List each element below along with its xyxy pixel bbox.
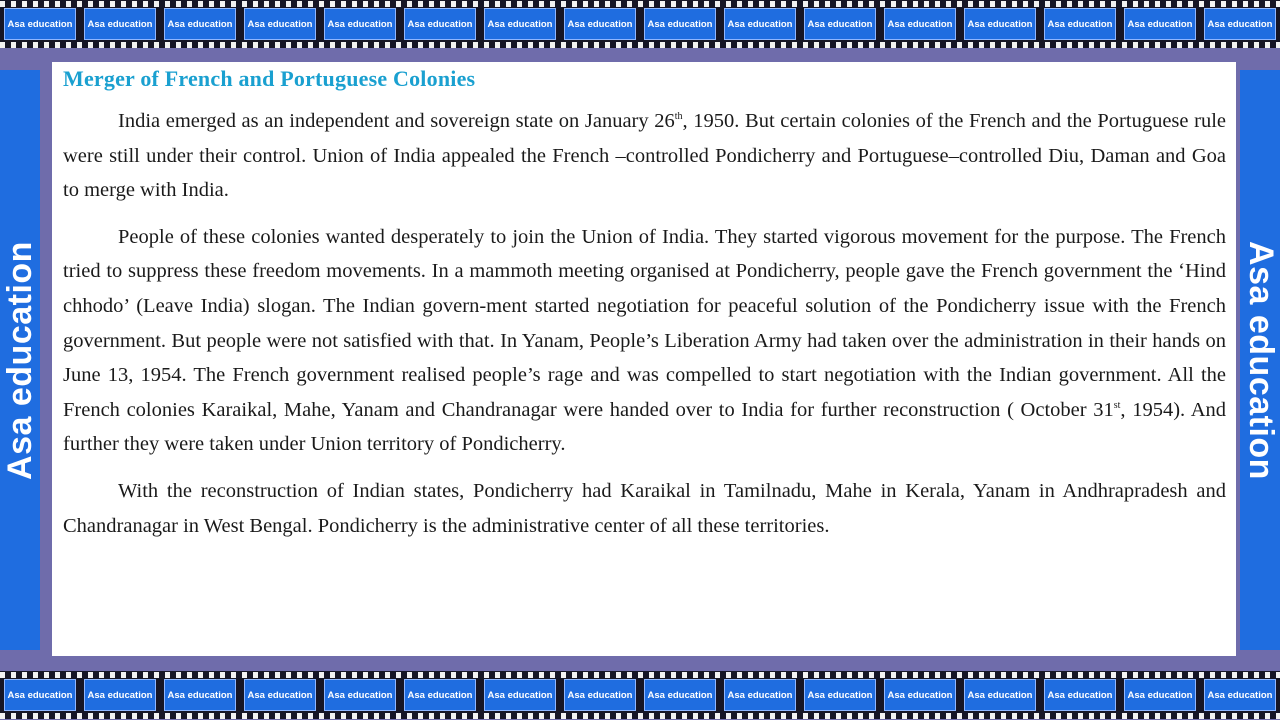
watermark-tile: Asa education	[724, 679, 796, 711]
watermark-tile: Asa education	[1044, 679, 1116, 711]
watermark-tile: Asa education	[1204, 679, 1276, 711]
top-film-strip	[0, 0, 1280, 48]
paragraph-2-text-a: People of these colonies wanted desperately to join the Union of India. They started vigorous movement for the purpose. The French tried to suppress these freedom movements. In a mammoth meeting organised at Pondicherry, people gave the French government the ‘Hind chhodo’ (Leave India) slogan. The Indian govern-ment started negotiation for peaceful solution of the Pondicherry issue with the French government. But people were not satisfied with that. In Yanam, People’s Liberation Army had taken over the administration in their hands on June 13, 1954. The French government realised people’s rage and was compelled to start negotiation with the Indian government. All the French colonies Karaikal, Mahe, Yanam and Chandranagar were handed over to India for further reconstruction ( October 31	[63, 225, 1226, 421]
watermark-tile: Asa education	[724, 8, 796, 40]
watermark-tile: Asa education	[1124, 8, 1196, 40]
watermark-tile: Asa education	[244, 679, 316, 711]
watermark-tile: Asa education	[564, 679, 636, 711]
watermark-tile: Asa education	[4, 679, 76, 711]
watermark-tile: Asa education	[484, 679, 556, 711]
paragraph-3: With the reconstruction of Indian states, Pondicherry had Karaikal in Tamilnadu, Mahe in Kerala, Yanam in Andhrapradesh and Chandranagar in West Bengal. Pondicherry is the administrative center of all these territories.	[63, 479, 1226, 537]
film-perforations	[0, 42, 1280, 48]
left-watermark-band	[0, 70, 40, 650]
document-page	[52, 62, 1236, 656]
watermark-tile: Asa education	[1124, 679, 1196, 711]
paragraph-1	[63, 104, 1226, 208]
left-watermark-text: Asa education	[0, 240, 39, 480]
watermark-tile: Asa education	[964, 679, 1036, 711]
watermark-tile: Asa education	[404, 679, 476, 711]
watermark-tile: Asa education	[484, 8, 556, 40]
paragraph-2-text-b: , 1954). And further they were taken under Union territory of Pondicherry.	[63, 398, 1226, 456]
right-watermark-band	[1240, 70, 1280, 650]
watermark-tiles-bottom	[0, 679, 1280, 711]
watermark-tile: Asa education	[1044, 8, 1116, 40]
watermark-tile: Asa education	[884, 679, 956, 711]
watermark-tile: Asa education	[404, 8, 476, 40]
watermark-tile: Asa education	[164, 8, 236, 40]
watermark-tile: Asa education	[564, 8, 636, 40]
film-perforations	[0, 713, 1280, 719]
watermark-tiles-top	[0, 8, 1280, 40]
film-perforations	[0, 1, 1280, 7]
watermark-tile: Asa education	[644, 8, 716, 40]
watermark-tile: Asa education	[644, 679, 716, 711]
watermark-tile: Asa education	[964, 8, 1036, 40]
section-heading: Merger of French and Portuguese Colonies	[63, 66, 476, 91]
watermark-tile: Asa education	[324, 8, 396, 40]
watermark-tile: Asa education	[804, 679, 876, 711]
watermark-tile: Asa education	[1204, 8, 1276, 40]
paragraph-1-text-a: India emerged as an independent and sovereign state on January 26	[118, 110, 675, 132]
watermark-tile: Asa education	[884, 8, 956, 40]
watermark-tile: Asa education	[84, 8, 156, 40]
film-perforations	[0, 672, 1280, 678]
paragraph-1-text-b: , 1950. But certain colonies of the French and the Portuguese rule were still under their control. Union of India appealed the French –controlled Pondicherry and Portuguese–controlled Diu, Daman and Goa to merge with India.	[63, 110, 1226, 202]
watermark-tile: Asa education	[324, 679, 396, 711]
watermark-tile: Asa education	[244, 8, 316, 40]
bottom-film-strip	[0, 671, 1280, 719]
paragraph-2	[63, 220, 1226, 462]
watermark-tile: Asa education	[804, 8, 876, 40]
watermark-tile: Asa education	[4, 8, 76, 40]
watermark-tile: Asa education	[164, 679, 236, 711]
right-watermark-text: Asa education	[1241, 240, 1280, 480]
watermark-tile: Asa education	[84, 679, 156, 711]
ordinal-suffix: st	[1113, 399, 1121, 411]
ordinal-suffix: th	[674, 111, 683, 123]
